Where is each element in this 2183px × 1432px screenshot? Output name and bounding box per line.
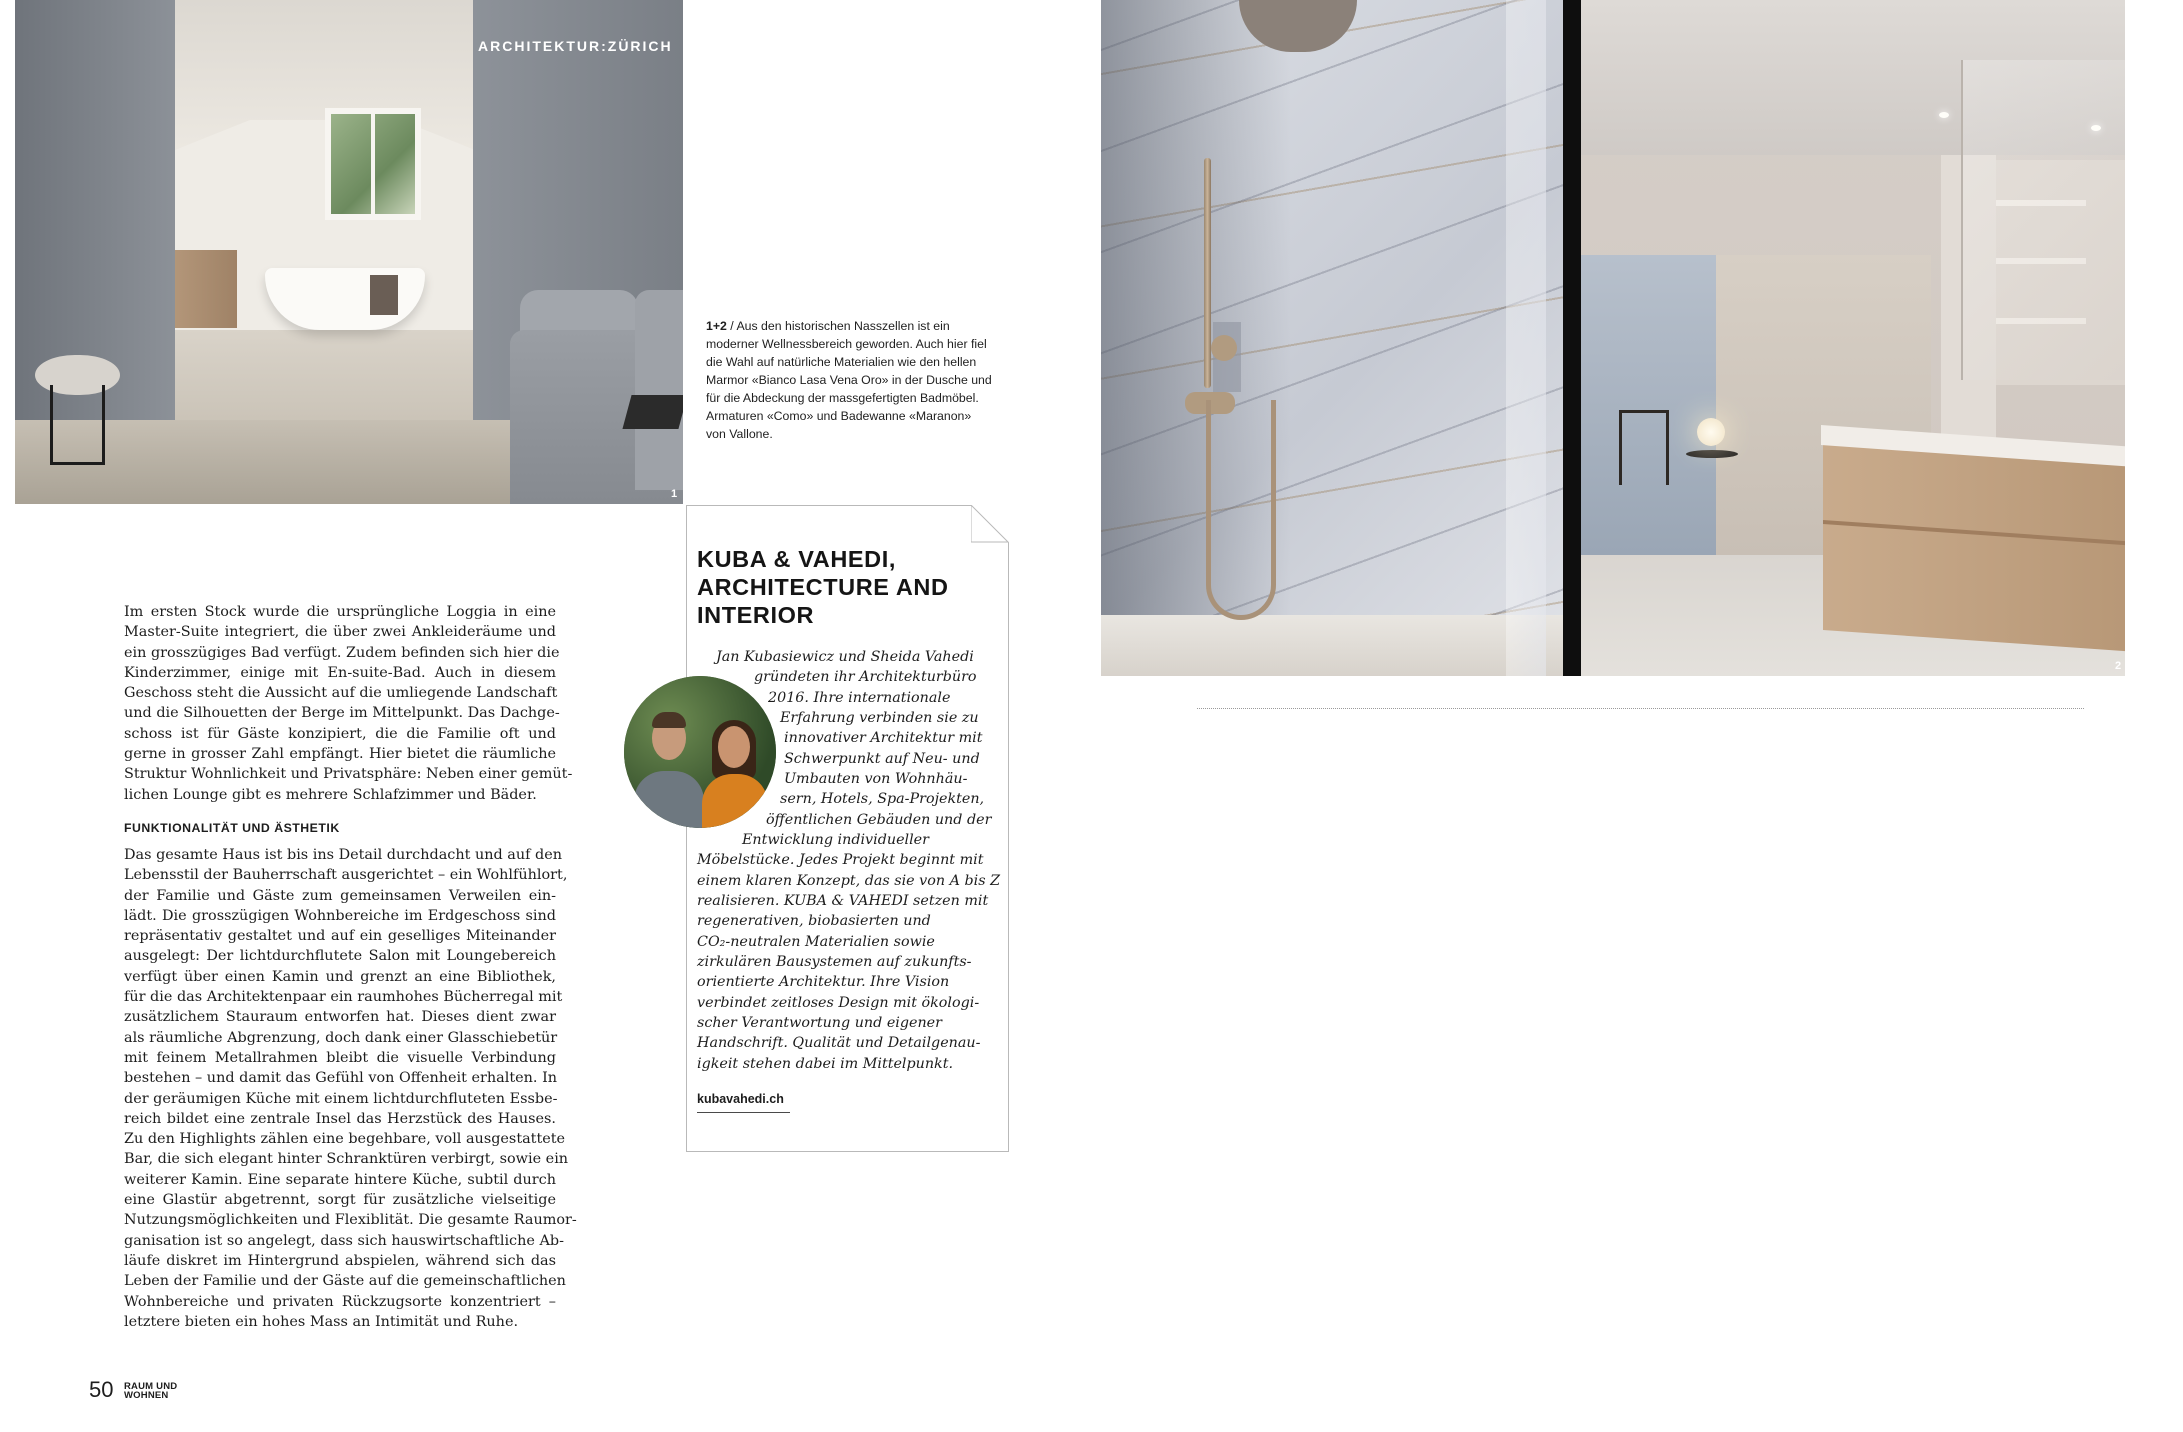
photo-number: 2 [2115,660,2122,672]
architects-portrait [624,676,776,828]
profile-bio-line: einem klaren Konzept, das sie von A bis Z [697,873,1001,889]
body-text-line: letztere bieten ein hohes Mass an Intimität und Ruhe. [124,1313,519,1330]
profile-title [697,545,997,629]
caption-line: Marmor «Bianco Lasa Vena Oro» in der Dusche und [706,373,992,387]
body-text-line: repräsentativ gestaltet und auf ein geselliges Miteinander [124,928,556,945]
body-text-line: Nutzungsmöglichkeiten und Flexiblität. Die gesamte Raumor- [124,1212,577,1229]
profile-title-line: ARCHITECTURE AND [697,574,949,600]
body-text-line: Das gesamte Haus ist bis ins Detail durchdacht und auf den [124,846,563,863]
magazine-logo [124,1382,177,1400]
photo-caption [706,317,1006,443]
caption-line: moderner Wellnessbereich geworden. Auch hier fiel [706,337,987,351]
body-text-line: zusätzlichem Stauraum entworfen hat. Dieses dient zwar [124,1009,556,1026]
link-underline [697,1112,790,1113]
divider [1197,708,2084,709]
body-text-line: Master-Suite integriert, die über zwei Ankleideräume und [124,624,556,641]
profile-bio-line: Schwerpunkt auf Neu- und [784,751,980,767]
body-text-line: der Familie und Gäste zum gemeinsamen Verweilen ein- [124,887,556,904]
profile-bio-line: Erfahrung verbinden sie zu [780,710,979,726]
profile-bio-line: igkeit stehen dabei im Mittelpunkt. [697,1056,954,1072]
profile-bio-line: Entwicklung individueller [742,832,929,848]
body-text-line: als räumliche Abgrenzung, doch dank einer Glasschiebetür [124,1029,558,1046]
body-text-line: Zu den Highlights zählen eine begehbare, voll ausgestattete [124,1131,566,1148]
body-text-line: für die das Architektenpaar ein raumhohes Bücherregal mit [124,989,563,1006]
profile-bio-line: zirkulären Bausystemen auf zukunfts- [697,954,972,970]
caption-line: die Wahl auf natürliche Materialien wie den hellen [706,355,977,369]
body-text-line: Kinderzimmer, einige mit En-suite-Bad. Auch in diesem [124,664,556,681]
profile-title-line: INTERIOR [697,602,815,628]
profile-bio-line: orientierte Architektur. Ihre Vision [697,974,950,990]
website-link[interactable]: kubavahedi.ch [697,1092,784,1106]
profile-bio-line: gründeten ihr Architekturbüro [754,669,977,685]
body-text-line: ganisation ist so angelegt, dass sich hauswirtschaftliche Ab- [124,1232,564,1249]
body-text-line: Leben der Familie und der Gäste auf die gemeinschaftlichen [124,1273,566,1290]
body-text-line: der geräumigen Küche mit einem lichtdurchfluteten Essbe- [124,1090,558,1107]
body-text-line: bestehen – und damit das Gefühl von Offenheit erhalten. In [124,1070,558,1087]
photo-number: 1 [671,488,678,500]
caption-line: Armaturen «Como» und Badewanne «Maranon» [706,409,972,423]
photo-shower-vanity [1101,0,2125,676]
profile-title-line: KUBA & VAHEDI, [697,546,897,572]
profile-bio-line: Möbelstücke. Jedes Projekt beginnt mit [697,852,984,868]
photo-bathroom-suite [15,0,683,504]
caption-line: für die Abdeckung der massgefertigten Badmöbel. [706,391,979,405]
profile-bio-line: innovativer Architektur mit [784,730,983,746]
body-text-line: Geschoss steht die Aussicht auf die umliegende Landschaft [124,685,558,702]
body-text-line: reich bildet eine zentrale Insel das Herzstück des Hauses. [124,1110,556,1127]
section-label: ARCHITEKTUR:ZÜRICH [478,38,673,54]
profile-bio-line: Jan Kubasiewicz und Sheida Vahedi [716,649,974,665]
caption-separator: / [726,319,737,333]
body-text-line: verfügt über einen Kamin und grenzt an eine Bibliothek, [124,968,556,985]
profile-bio-line: realisieren. KUBA & VAHEDI setzen mit [697,893,989,909]
body-text-line: schoss ist für Gäste konzipiert, die die Familie oft und [124,725,556,742]
logo-line: WOHNEN [124,1390,169,1401]
page-number: 50 [89,1377,114,1402]
folded-corner-icon [971,505,1009,543]
body-text-line: weiterer Kamin. Eine separate hintere Küche, subtil durch [124,1171,556,1188]
body-text-line: Wohnbereiche und privaten Rückzugsorte konzentriert – [124,1293,556,1310]
body-text-line: Im ersten Stock wurde die ursprüngliche Loggia in eine [124,604,556,620]
body-text-line: mit feinem Metallrahmen bleibt die visuelle Verbindung [124,1049,556,1066]
caption-line: Aus den historischen Nasszellen ist ein [736,319,950,333]
profile-bio-line: CO₂-neutralen Materialien sowie [697,934,935,950]
profile-bio-line: 2016. Ihre internationale [768,690,951,706]
profile-bio-line: Handschrift. Qualität und Detailgenau- [697,1035,981,1051]
body-text-line: und die Silhouetten der Berge im Mittelpunkt. Das Dachge- [124,705,560,722]
body-text-line: gerne in grosser Zahl empfängt. Hier bietet die räumliche [124,746,556,763]
body-text-line: eine Glastür abgetrennt, sorgt für zusätzliche vielseitige [124,1192,556,1209]
profile-bio-line: scher Verantwortung und eigener [697,1015,942,1031]
section-subheading: FUNKTIONALITÄT UND ÄSTHETIK [124,820,340,835]
body-text-line: lädt. Die grosszügigen Wohnbereiche im Erdgeschoss sind [124,907,556,924]
profile-bio-line: regenerativen, biobasierten und [697,913,931,929]
caption-number: 1+2 [706,319,727,333]
body-text-line: ausgelegt: Der lichtdurchflutete Salon mit Loungebereich [124,948,556,965]
body-text-line: läufe diskret im Hintergrund abspielen, während sich das [124,1252,556,1269]
body-text-line: Bar, die sich elegant hinter Schranktüren verbirgt, sowie ein [124,1151,569,1168]
body-text-line: Struktur Wohnlichkeit und Privatsphäre: Neben einer gemüt- [124,766,573,783]
body-text-line: Lebensstil der Bauherrschaft ausgerichtet – ein Wohlfühlort, [124,867,568,884]
article-body [124,602,577,1332]
body-text-line: ein grosszügiges Bad verfügt. Zudem befinden sich hier die [124,644,560,661]
profile-bio-line: Umbauten von Wohnhäu- [784,771,968,787]
profile-bio-line: verbindet zeitloses Design mit ökologi- [697,995,980,1011]
profile-bio-line: öffentlichen Gebäuden und der [766,812,992,828]
logo-line: RAUM UND [124,1381,178,1392]
body-text-line: lichen Lounge gibt es mehrere Schlafzimmer und Bäder. [124,786,537,803]
caption-line: von Vallone. [706,427,773,441]
profile-bio-line: sern, Hotels, Spa-Projekten, [780,791,985,807]
